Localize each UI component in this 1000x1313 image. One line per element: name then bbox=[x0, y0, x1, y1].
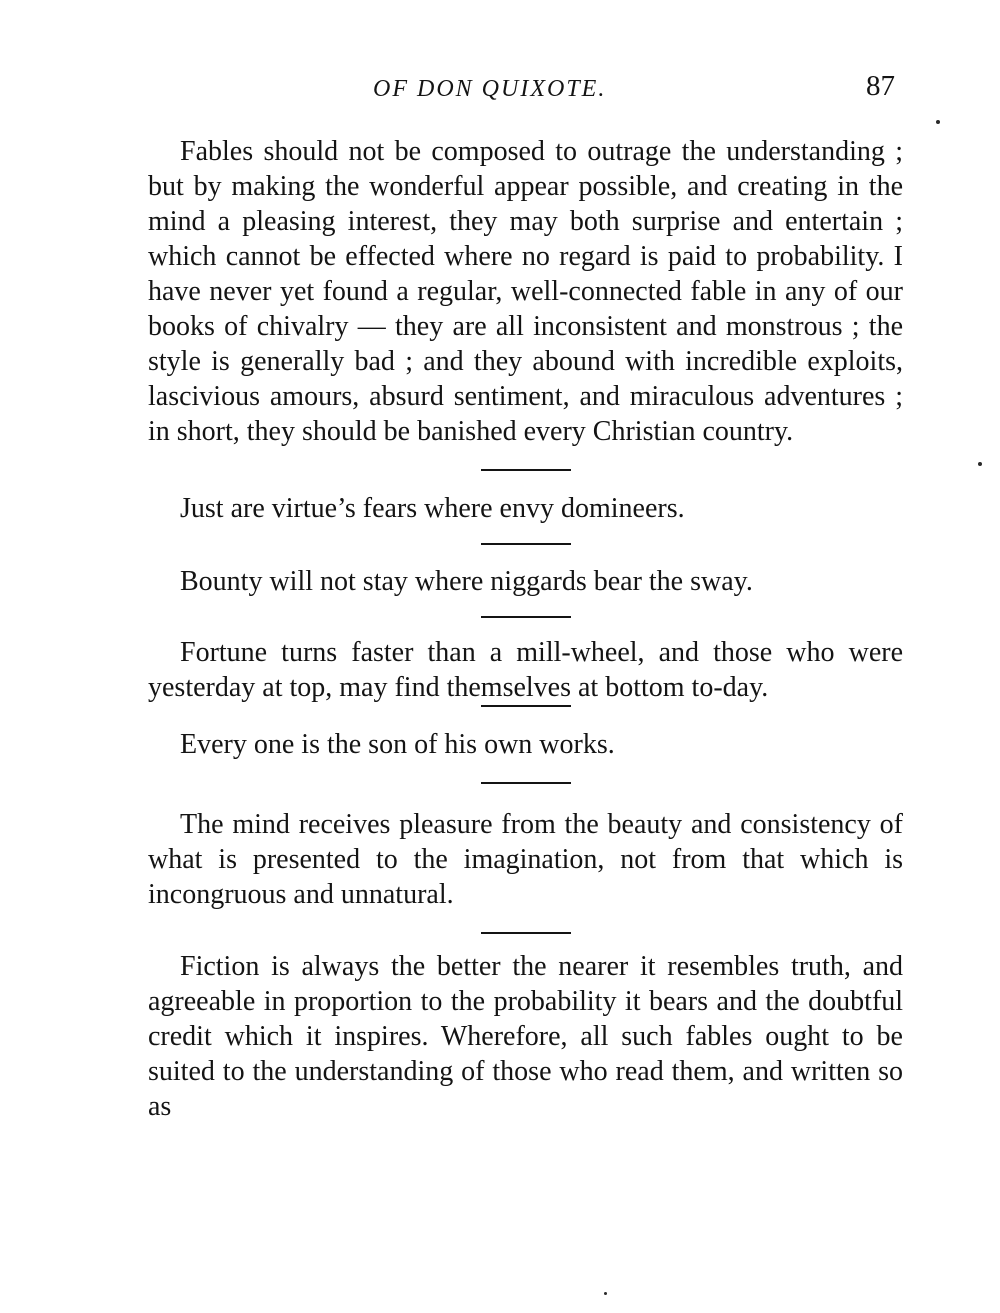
page-number: 87 bbox=[866, 70, 895, 102]
paragraph-mind: The mind receives pleasure from the beauty and consistency of what is presented to the imagination, not from that which is incongruous and unnatural. bbox=[148, 809, 903, 910]
paragraph-works: Every one is the son of his own works. bbox=[180, 729, 615, 760]
paragraph-fortune: Fortune turns faster than a mill-wheel, and those who were yesterday at top, may find themselves at bottom to-day. bbox=[148, 637, 903, 703]
running-head bbox=[0, 70, 1000, 110]
paragraph-bounty: Bounty will not stay where niggards bear the sway. bbox=[180, 566, 753, 597]
section-divider bbox=[481, 782, 571, 784]
paragraph-fables: Fables should not be composed to outrage the understanding ; but by making the wonderful appear possible, and creating in the mind a pleasing interest, they may both surprise and entertain ; which cannot be effected where no regard is paid to probability. I have never yet found a regular, well-connected fable in any of our books of chivalry — they are all inconsistent and monstrous ; the style is generally bad ; and they abound with incredible exploits, lascivious amours, absurd sentiment, and miraculous adventures ; in short, they should be banished every Christian country. bbox=[148, 136, 903, 447]
paragraph-fiction: Fiction is always the better the nearer it resembles truth, and agreeable in proportion to the probability it bears and the doubtful credit which it inspires. Wherefore, all such fables ought to be suited to the understanding of those who read them, and written so as bbox=[148, 951, 903, 1122]
section-divider bbox=[481, 543, 571, 545]
print-speck bbox=[604, 1292, 607, 1295]
running-title: OF DON QUIXOTE. bbox=[373, 76, 607, 102]
section-divider bbox=[481, 469, 571, 471]
section-divider bbox=[481, 932, 571, 934]
paragraph-virtue: Just are virtue’s fears where envy domineers. bbox=[180, 493, 685, 524]
section-divider bbox=[481, 705, 571, 707]
section-divider bbox=[481, 616, 571, 618]
print-speck bbox=[978, 462, 982, 466]
print-speck bbox=[936, 120, 940, 124]
text-column bbox=[148, 134, 903, 1124]
